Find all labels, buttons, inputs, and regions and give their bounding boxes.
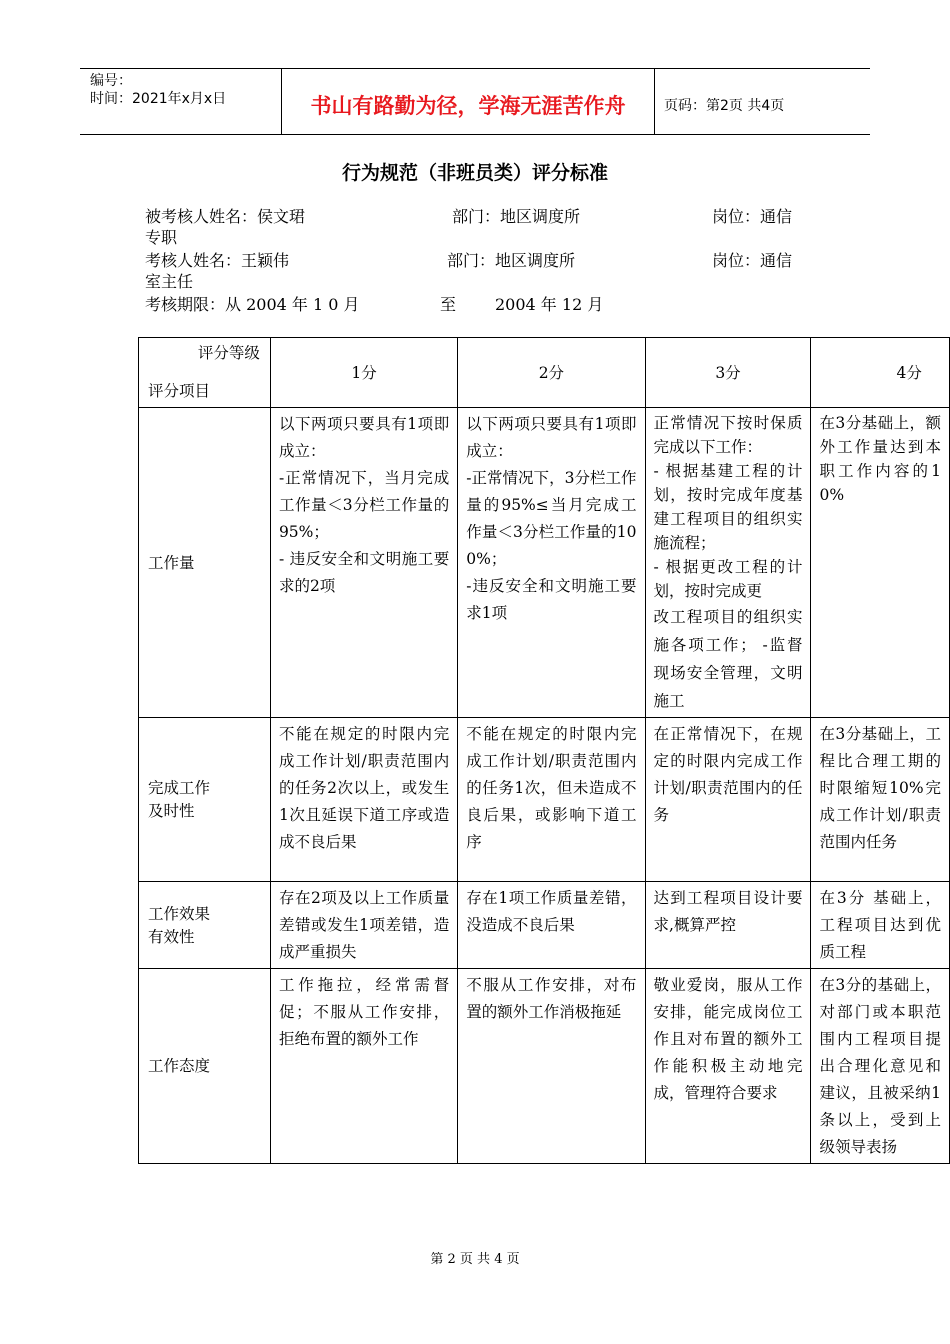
table-row <box>139 718 950 882</box>
cell-workload-3-part-a: 正常情况下按时保质完成以下工作： - 根据基建工程的计划，按时完成年度基建工程项目的组织实施流程； - 根据更改工程的计划，按时完成更 <box>653 414 803 600</box>
examinee-name: 被考核人姓名：侯文珺 <box>145 207 306 226</box>
cell-attitude-4: 在3分的基础上，对部门或本职范围内工程项目提出合理化意见和建议，且被采纳1条以上，受到上级领导表扬 <box>811 969 950 1164</box>
cell-timeliness-1: 不能在规定的时限内完成工作计划/职责范围内的任务2次以上，或发生1次且延误下道工序或造成不良后果 <box>270 718 457 882</box>
corner-label-item: 评分项目 <box>148 382 211 400</box>
examiner-info <box>145 250 845 292</box>
period-to: 至 <box>440 295 457 314</box>
table-corner-cell <box>139 338 271 408</box>
cell-attitude-3: 敬业爱岗，服从工作安排，能完成岗位工作且对布置的额外工作能积极主动地完成，管理符合要求 <box>645 969 811 1164</box>
cell-effectiveness-1: 存在2项及以上工作质量差错或发生1项差错，造成严重损失 <box>270 882 457 969</box>
table-row <box>139 969 950 1164</box>
period-end: 2004 年 12 月 <box>495 295 604 314</box>
page-footer: 第 2 页 共 4 页 <box>430 1252 520 1267</box>
cell-timeliness-2: 不能在规定的时限内完成工作计划/职责范围内的任务1次，但未造成不良后果，或影响下道工序 <box>458 718 645 882</box>
examinee-post-cont: 专职 <box>145 228 178 247</box>
cell-effectiveness-3: 达到工程项目设计要求,概算严控 <box>645 882 811 969</box>
header-score-2: 2分 <box>458 338 645 408</box>
cell-workload-2: 以下两项只要具有1项即成立： -正常情况下，3分栏工作量的95%≤当月完成工作量＜3分栏工作量的100%； -违反安全和文明施工要求1项 <box>458 408 645 718</box>
cell-workload-3-part-b: 改工程项目的组织实施各项工作； -监督现场安全管理，文明施工 <box>653 608 803 710</box>
cell-timeliness-4: 在3分基础上，工程比合理工期的时限缩短10%完成工作计划/职责范围内任务 <box>811 718 950 882</box>
header-slogan: 书山有路勤为径，学海无涯苦作舟 <box>282 69 655 134</box>
row-label-effectiveness: 工作效果 有效性 <box>139 882 271 969</box>
cell-attitude-1: 工作拖拉，经常需督促；不服从工作安排，拒绝布置的额外工作 <box>270 969 457 1164</box>
examiner-dept: 部门：地区调度所 <box>447 251 576 270</box>
doc-number-label: 编号： <box>90 73 132 89</box>
scoring-table <box>138 337 950 1164</box>
examinee-info <box>145 206 845 248</box>
header-score-3: 3分 <box>645 338 811 408</box>
examiner-name: 考核人姓名：王颖伟 <box>145 251 290 270</box>
row-label-timeliness: 完成工作 及时性 <box>139 718 271 882</box>
examinee-post: 岗位：通信 <box>712 207 793 226</box>
table-row <box>139 408 950 718</box>
table-header-row <box>139 338 950 408</box>
header-score-1: 1分 <box>270 338 457 408</box>
header-meta <box>80 69 282 134</box>
cell-workload-1: 以下两项只要具有1项即成立： -正常情况下，当月完成工作量＜3分栏工作量的95%； - 违反安全和文明施工要求的2项 <box>270 408 457 718</box>
row-label-workload: 工作量 <box>139 408 271 718</box>
cell-workload-3 <box>645 408 811 718</box>
page-header <box>80 68 870 135</box>
cell-attitude-2: 不服从工作安排，对布置的额外工作消极拖延 <box>458 969 645 1164</box>
cell-effectiveness-2: 存在1项工作质量差错，没造成不良后果 <box>458 882 645 969</box>
examiner-post-cont: 室主任 <box>145 272 194 291</box>
assessment-period <box>145 294 845 315</box>
row-label-attitude: 工作态度 <box>139 969 271 1164</box>
examiner-post: 岗位：通信 <box>712 251 793 270</box>
document-title: 行为规范（非班员类）评分标准 <box>341 162 608 184</box>
period-start: 考核期限：从 2004 年 1 0 月 <box>145 295 360 314</box>
cell-timeliness-3: 在正常情况下，在规定的时限内完成工作计划/职责范围内的任务 <box>645 718 811 882</box>
doc-date-label: 时间：2021年x月x日 <box>90 91 227 107</box>
examinee-dept: 部门：地区调度所 <box>452 207 581 226</box>
header-score-4: 4分 <box>811 338 950 408</box>
cell-effectiveness-4: 在3分 基础上，工程项目达到优质工程 <box>811 882 950 969</box>
header-page-number: 页码：第2页 共4页 <box>664 97 785 114</box>
cell-workload-4: 在3分基础上，额外工作量达到本职工作内容的10% <box>811 408 950 718</box>
table-row <box>139 882 950 969</box>
corner-label-grade: 评分等级 <box>197 344 260 362</box>
